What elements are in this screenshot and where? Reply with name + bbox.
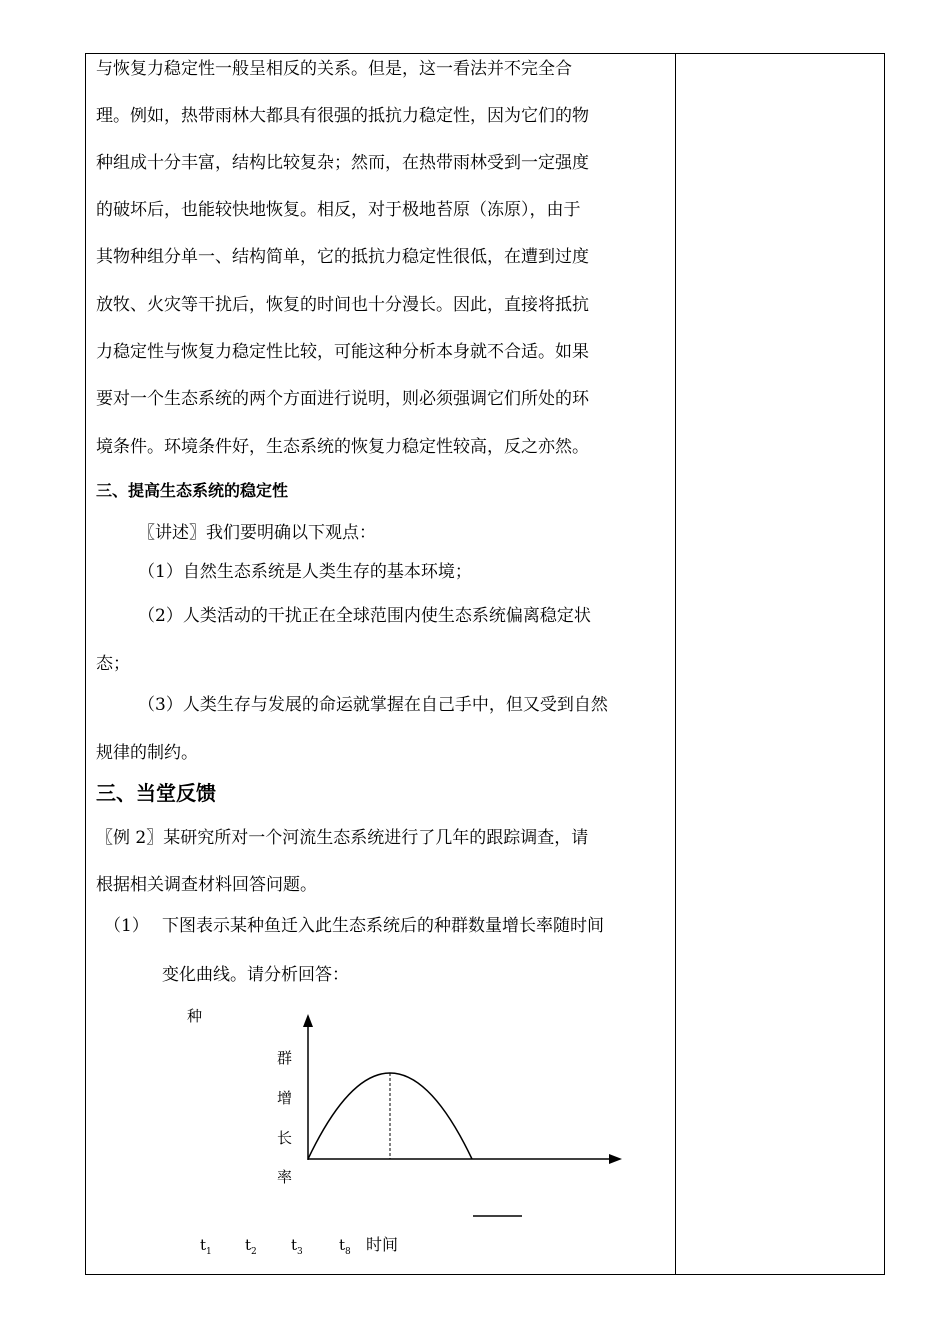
x-tick-label: $t_8$	[339, 1236, 351, 1257]
x-tick-label: $t_2$	[245, 1236, 257, 1257]
y-axis-label-char: 群	[277, 1049, 293, 1067]
y-axis-label-char: 种	[187, 1007, 203, 1025]
example-line: 〖例 2〗某研究所对一个河流生态系统进行了几年的跟踪调查，请	[96, 828, 589, 848]
y-axis-arrow	[303, 1014, 313, 1027]
x-axis-arrow	[609, 1154, 622, 1164]
question-text: 下图表示某种鱼迁入此生态系统后的种群数量增长率随时间	[162, 916, 604, 936]
y-axis-label-char: 长	[277, 1129, 293, 1147]
y-axis-label-char: 增	[277, 1089, 293, 1107]
paragraph-line: 的破坏后，也能较快地恢复。相反，对于极地苔原（冻原），由于	[96, 200, 581, 220]
question-text: 变化曲线。请分析回答：	[162, 965, 349, 985]
paragraph-line: 理。例如，热带雨林大都具有很强的抵抗力稳定性，因为它们的物	[96, 106, 589, 126]
section-heading: 三、提高生态系统的稳定性	[96, 481, 289, 500]
paragraph-line: 境条件。环境条件好，生态系统的恢复力稳定性较高，反之亦然。	[96, 437, 589, 457]
x-tick-label: $t_1$	[200, 1236, 212, 1257]
paragraph-line: 放牧、火灾等干扰后，恢复的时间也十分漫长。因此，直接将抵抗	[96, 295, 589, 315]
y-axis-label-char: 率	[277, 1168, 293, 1186]
paragraph-line: 其物种组分单一、结构简单，它的抵抗力稳定性很低，在遭到过度	[96, 247, 589, 267]
x-axis-label: 时间	[366, 1235, 399, 1254]
question-number: （1）	[104, 916, 149, 936]
paragraph-line: 与恢复力稳定性一般呈相反的关系。但是，这一看法并不完全合	[96, 59, 572, 79]
paragraph-line: 要对一个生态系统的两个方面进行说明，则必须强调它们所处的环	[96, 389, 589, 409]
example-line: 根据相关调查材料回答问题。	[96, 875, 317, 895]
paragraph-line: 种组成十分丰富，结构比较复杂；然而，在热带雨林受到一定强度	[96, 153, 589, 173]
point-3: （3）人类生存与发展的命运就掌握在自己手中，但又受到自然	[138, 695, 608, 715]
point-1: （1）自然生态系统是人类生存的基本环境；	[138, 562, 472, 582]
feedback-heading: 三、当堂反馈	[96, 781, 216, 805]
point-3-continued: 规律的制约。	[96, 743, 198, 763]
point-2: （2）人类活动的干扰正在全球范围内使生态系统偏离稳定状	[138, 606, 591, 626]
paragraph-line: 力稳定性与恢复力稳定性比较，可能这种分析本身就不合适。如果	[96, 342, 589, 362]
point-2-continued: 态；	[96, 654, 130, 674]
lecture-intro: 〖讲述〗我们要明确以下观点：	[138, 523, 376, 543]
x-tick-label: $t_3$	[291, 1236, 303, 1257]
